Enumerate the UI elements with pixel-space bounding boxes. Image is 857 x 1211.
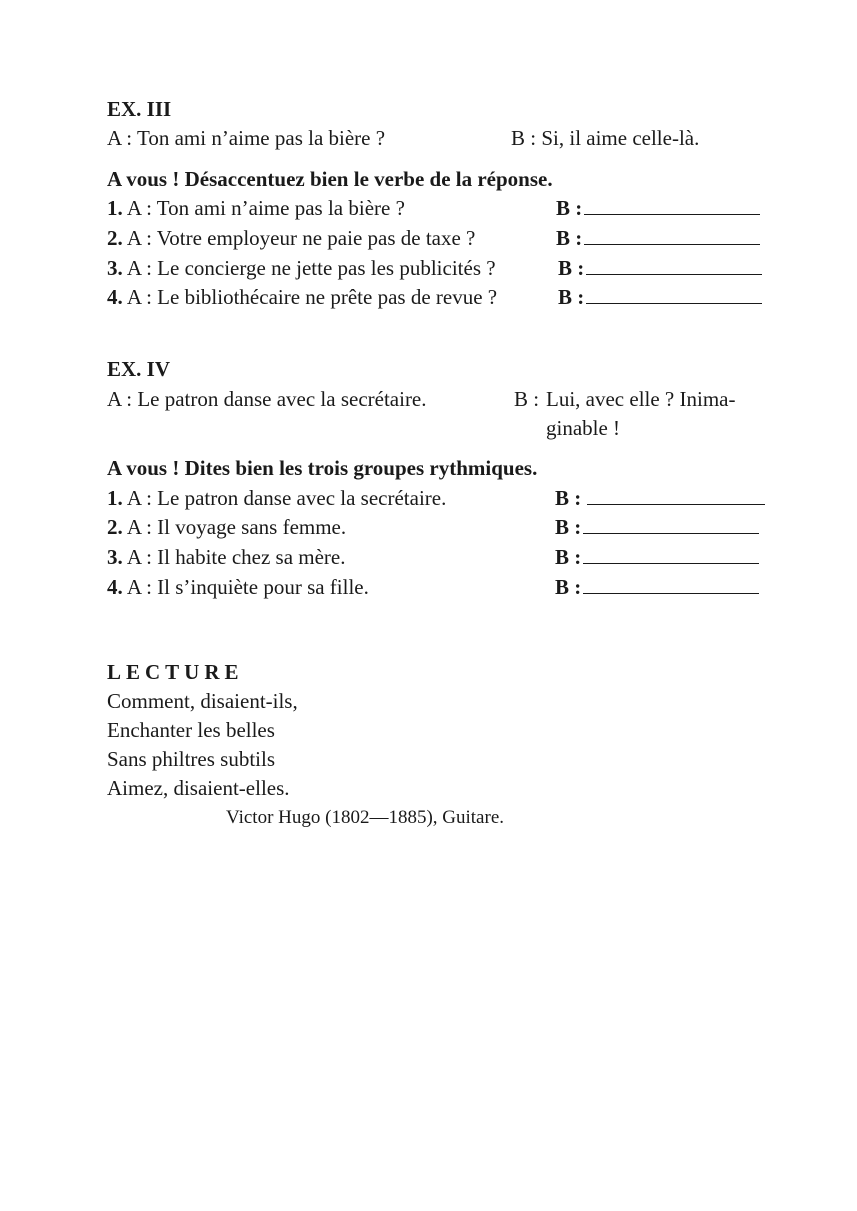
verse-3: Sans philtres subtils bbox=[107, 747, 276, 771]
answer-label: B : bbox=[555, 575, 582, 599]
item-question: A : Votre employeur ne paie pas de taxe ? bbox=[126, 226, 476, 250]
lecture-title: LECTURE bbox=[107, 660, 244, 684]
item-question: A : Ton ami n’aime pas la bière ? bbox=[126, 196, 405, 220]
answer-blank[interactable] bbox=[586, 273, 762, 275]
ex3-item-1-answer bbox=[556, 198, 760, 219]
answer-label: B : bbox=[558, 285, 585, 309]
item-question: A : Le concierge ne jette pas les publicités ? bbox=[126, 256, 496, 280]
ex3-example-a: A : Ton ami n’aime pas la bière ? bbox=[107, 126, 386, 150]
answer-label: B : bbox=[555, 515, 582, 539]
ex4-item-1-answer bbox=[555, 488, 765, 509]
citation: Victor Hugo (1802—1885), Guitare. bbox=[226, 807, 504, 828]
ex4-example-b-line1: Lui, avec elle ? Inima- bbox=[546, 387, 736, 411]
answer-label: B : bbox=[556, 226, 583, 250]
ex4-example-b-line2: ginable ! bbox=[546, 416, 621, 440]
answer-blank[interactable] bbox=[583, 532, 759, 534]
item-number: 2. bbox=[107, 515, 123, 539]
ex4-title: EX. IV bbox=[107, 357, 171, 381]
ex4-item-3-answer bbox=[555, 547, 759, 568]
answer-label: B : bbox=[558, 256, 585, 280]
item-question: A : Il habite chez sa mère. bbox=[126, 545, 346, 569]
answer-blank[interactable] bbox=[583, 592, 759, 594]
answer-blank[interactable] bbox=[587, 503, 765, 505]
ex4-instruction: A vous ! Dites bien les trois groupes rythmiques. bbox=[107, 456, 538, 480]
ex3-item-2-answer bbox=[556, 228, 760, 249]
item-number: 2. bbox=[107, 226, 123, 250]
answer-blank[interactable] bbox=[584, 243, 760, 245]
ex3-item-3 bbox=[107, 258, 496, 279]
ex3-instruction: A vous ! Désaccentuez bien le verbe de la réponse. bbox=[107, 167, 553, 191]
item-number: 4. bbox=[107, 575, 123, 599]
answer-blank[interactable] bbox=[583, 562, 759, 564]
verse-4: Aimez, disaient-elles. bbox=[107, 776, 290, 800]
ex4-item-1 bbox=[107, 488, 446, 509]
item-number: 4. bbox=[107, 285, 123, 309]
answer-label: B : bbox=[555, 486, 582, 510]
item-question: A : Il s’inquiète pour sa fille. bbox=[126, 575, 369, 599]
ex3-item-4 bbox=[107, 287, 497, 308]
ex3-item-1 bbox=[107, 198, 405, 219]
item-question: A : Le patron danse avec la secrétaire. bbox=[126, 486, 447, 510]
ex4-example-b-label: B : bbox=[514, 387, 540, 411]
item-number: 1. bbox=[107, 486, 123, 510]
ex3-item-4-answer bbox=[558, 287, 762, 308]
ex4-item-4 bbox=[107, 577, 369, 598]
answer-label: B : bbox=[556, 196, 583, 220]
verse-1: Comment, disaient-ils, bbox=[107, 689, 298, 713]
answer-blank[interactable] bbox=[584, 213, 760, 215]
ex3-example-b: B : Si, il aime celle-là. bbox=[511, 126, 700, 150]
item-number: 3. bbox=[107, 545, 123, 569]
ex4-item-2 bbox=[107, 517, 346, 538]
ex3-item-2 bbox=[107, 228, 475, 249]
ex4-example-a: A : Le patron danse avec la secrétaire. bbox=[107, 387, 427, 411]
item-number: 1. bbox=[107, 196, 123, 220]
item-question: A : Il voyage sans femme. bbox=[126, 515, 347, 539]
item-number: 3. bbox=[107, 256, 123, 280]
item-question: A : Le bibliothécaire ne prête pas de revue ? bbox=[126, 285, 498, 309]
ex3-item-3-answer bbox=[558, 258, 762, 279]
answer-label: B : bbox=[555, 545, 582, 569]
ex4-item-3 bbox=[107, 547, 346, 568]
answer-blank[interactable] bbox=[586, 302, 762, 304]
ex3-title: EX. III bbox=[107, 97, 172, 121]
ex4-item-2-answer bbox=[555, 517, 759, 538]
verse-2: Enchanter les belles bbox=[107, 718, 275, 742]
ex4-item-4-answer bbox=[555, 577, 759, 598]
